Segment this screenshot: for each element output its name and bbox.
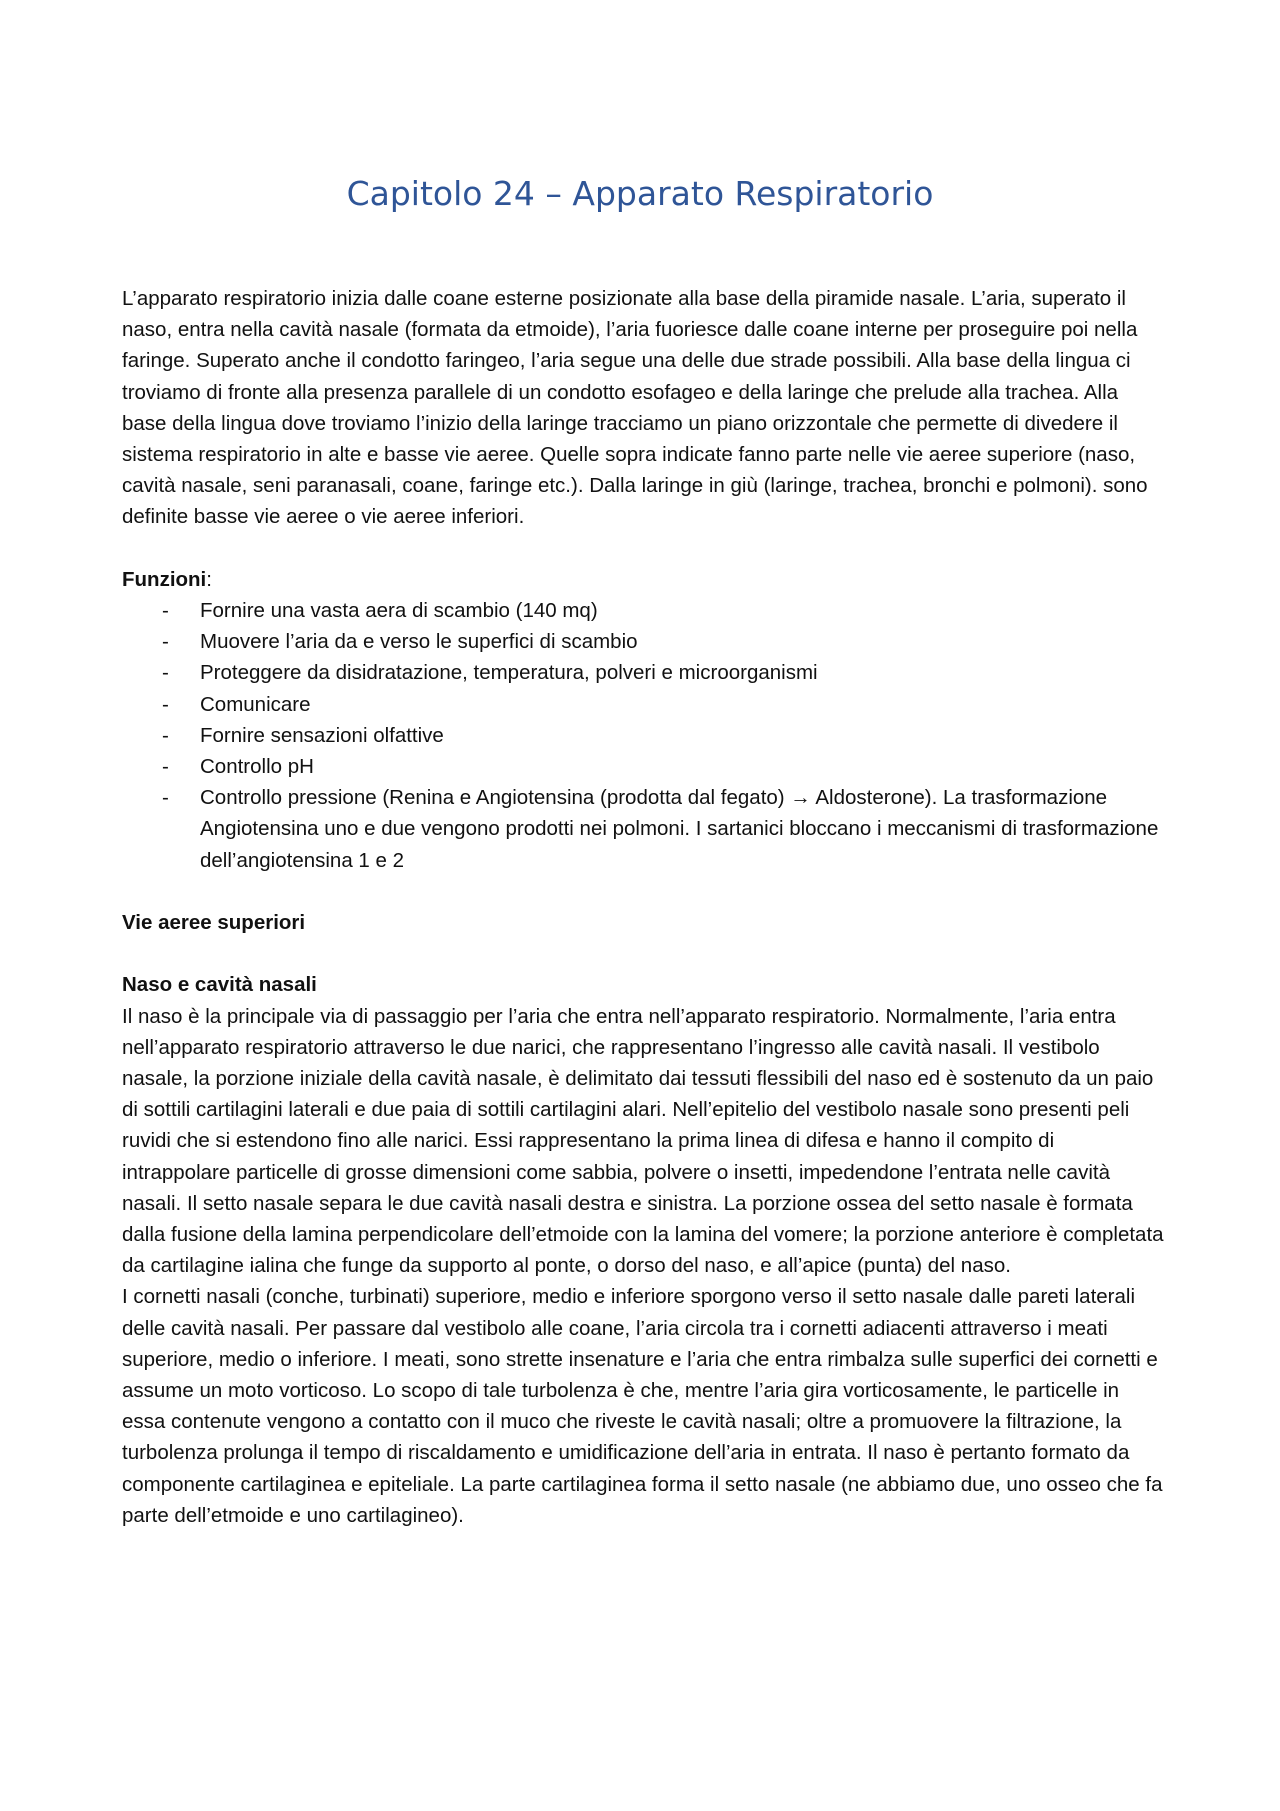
- spacer: [122, 533, 1168, 564]
- list-item: [122, 689, 1168, 720]
- dash-bullet: -: [162, 630, 169, 654]
- subsection-heading: Naso e cavità nasali: [122, 973, 317, 997]
- functions-list: [122, 595, 1168, 876]
- dash-bullet: -: [162, 661, 169, 685]
- list-item: [122, 626, 1168, 657]
- list-item-text: Muovere l’aria da e verso le superfici di scambio: [200, 630, 638, 654]
- list-item-text: Proteggere da disidratazione, temperatura, polveri e microorganismi: [200, 661, 818, 685]
- list-item-text: Controllo pH: [200, 755, 314, 779]
- list-item-text: Controllo pressione (Renina e Angiotensina (prodotta dal fegato) → Aldosterone). La trasformazione Angiotensina uno e due vengono prodotti nei polmoni. I sartanici bloccano i meccanismi di trasformazione dell’angiotensina 1 e 2: [200, 786, 1159, 872]
- functions-heading: Funzioni: [122, 567, 207, 591]
- nose-paragraph-2: I cornetti nasali (conche, turbinati) superiore, medio e inferiore sporgono verso il setto nasale dalle pareti laterali delle cavità nasali. Per passare dal vestibolo alle coane, l’aria circola tra i cornetti adiacenti attraverso i meati superiore, medio o inferiore. I meati, sono strette insenature e l’aria che entra rimbalza sulle superfici dei cornetti e assume un moto vorticoso. Lo scopo di tale turbolenza è che, mentre l’aria gira vorticosamente, le particelle in essa contenute vengono a contatto con il muco che riveste le cavità nasali; oltre a promuovere la filtrazione, la turbolenza prolunga il tempo di riscaldamento e umidificazione dell’aria in entrata. Il naso è pertanto formato da componente cartilaginea e epiteliale. La parte cartilaginea forma il setto nasale (ne abbiamo due, uno osseo che fa parte dell’etmoide e uno cartilagineo).: [122, 1285, 1163, 1527]
- list-item: [122, 657, 1168, 688]
- functions-heading-line: [122, 564, 1168, 595]
- intro-paragraph: L’apparato respiratorio inizia dalle coane esterne posizionate alla base della piramide nasale. L’aria, superato il naso, entra nella cavità nasale (formata da etmoide), l’aria fuoriesce dalle coane interne per proseguire poi nella faringe. Superato anche il condotto faringeo, l’aria segue una delle due strade possibili. Alla base della lingua ci troviamo di fronte alla presenza parallele di un condotto esofageo e della laringe che prelude alla trachea. Alla base della lingua dove troviamo l’inizio della laringe tracciamo un piano orizzontale che permette di divedere il sistema respiratorio in alte e basse vie aeree. Quelle sopra indicate fanno parte nelle vie aeree superiore (naso, cavità nasale, seni paranasali, coane, faringe etc.). Dalla laringe in giù (laringe, trachea, bronchi e polmoni). sono definite basse vie aeree o vie aeree inferiori.: [122, 287, 1148, 529]
- page-title: Capitolo 24 – Apparato Respiratorio: [346, 174, 934, 213]
- list-item: [122, 782, 1168, 876]
- dash-bullet: -: [162, 723, 169, 747]
- dash-bullet: -: [162, 755, 169, 779]
- nose-paragraph-1: Il naso è la principale via di passaggio per l’aria che entra nell’apparato respiratorio. Normalmente, l’aria entra nell’apparato respiratorio attraverso le due narici, che rappresentano l’ingresso alle cavità nasali. Il vestibolo nasale, la porzione iniziale della cavità nasale, è delimitato dai tessuti flessibili del naso ed è sostenuto da un paio di sottili cartilagini laterali e due paia di sottili cartilagini alari. Nell’epitelio del vestibolo nasale sono presenti peli ruvidi che si estendono fino alle narici. Essi rappresentano la prima linea di difesa e hanno il compito di intrappolare particelle di grosse dimensioni come sabbia, polvere o insetti, impedendone l’entrata nelle cavità nasali. Il setto nasale separa le due cavità nasali destra e sinistra. La porzione ossea del setto nasale è formata dalla fusione della lamina perpendicolare dell’etmoide con la lamina del vomere; la porzione anteriore è completata da cartilagine ialina che funge da supporto al ponte, o dorso del naso, e all’apice (punta) del naso.: [122, 1004, 1164, 1278]
- dash-bullet: -: [162, 786, 169, 810]
- spacer: [122, 876, 1168, 907]
- list-item-text: Comunicare: [200, 692, 311, 716]
- list-item-text: Fornire sensazioni olfattive: [200, 723, 444, 747]
- functions-heading-colon: :: [206, 567, 212, 591]
- section-heading: Vie aeree superiori: [122, 911, 306, 935]
- document-body: [122, 283, 1168, 1531]
- dash-bullet: -: [162, 599, 169, 623]
- list-item: [122, 751, 1168, 782]
- list-item-text: Fornire una vasta aera di scambio (140 mq): [200, 599, 598, 623]
- list-item: [122, 720, 1168, 751]
- dash-bullet: -: [162, 692, 169, 716]
- list-item: [122, 595, 1168, 626]
- spacer: [122, 938, 1168, 969]
